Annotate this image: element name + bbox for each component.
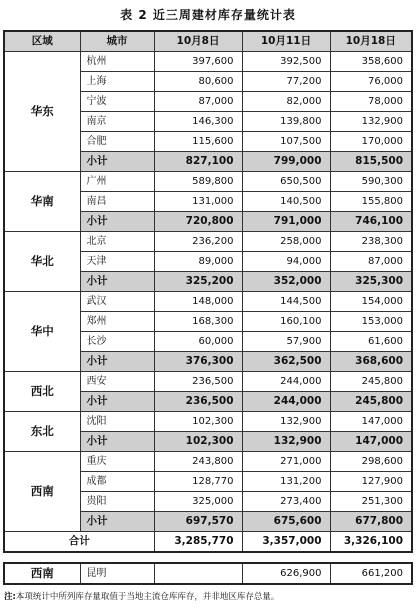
value-cell: 76,000 [330,72,412,92]
value-cell: 87,000 [154,92,242,112]
value-cell: 397,600 [154,52,242,72]
value-cell: 115,600 [154,132,242,152]
subtotal-value: 697,570 [154,512,242,532]
table-row [4,452,412,472]
total-label: 合计 [4,532,154,553]
value-cell: 392,500 [242,52,330,72]
table-body [4,52,412,553]
subtotal-value: 236,500 [154,392,242,412]
value-cell: 245,800 [330,372,412,392]
footnote-label: 注: [4,592,16,602]
value-cell: 144,500 [242,292,330,312]
region-cell: 西南 [4,452,80,532]
subtotal-label: 小计 [80,392,154,412]
value-cell: 60,000 [154,332,242,352]
value-cell: 131,000 [154,192,242,212]
subtotal-value: 677,800 [330,512,412,532]
value-cell: 258,000 [242,232,330,252]
extra-row [4,563,412,584]
value-cell: 131,200 [242,472,330,492]
city-cell: 上海 [80,72,154,92]
subtotal-value: 147,000 [330,432,412,452]
region-cell: 东北 [4,412,80,452]
subtotal-value: 675,600 [242,512,330,532]
value-cell: 153,000 [330,312,412,332]
city-cell: 天津 [80,252,154,272]
value-cell: 82,000 [242,92,330,112]
city-cell: 合肥 [80,132,154,152]
city-cell: 沈阳 [80,412,154,432]
total-value: 3,326,100 [330,532,412,553]
extra-value-2: 626,900 [242,563,330,584]
value-cell: 94,000 [242,252,330,272]
value-cell: 243,800 [154,452,242,472]
subtotal-value: 102,300 [154,432,242,452]
value-cell: 155,800 [330,192,412,212]
value-cell: 132,900 [242,412,330,432]
header-date-2: 10月11日 [242,31,330,52]
value-cell: 590,300 [330,172,412,192]
extra-table [3,562,413,585]
subtotal-label: 小计 [80,512,154,532]
value-cell: 273,400 [242,492,330,512]
subtotal-value: 815,500 [330,152,412,172]
table-row [4,412,412,432]
value-cell: 132,900 [330,112,412,132]
subtotal-value: 245,800 [330,392,412,412]
subtotal-value: 791,000 [242,212,330,232]
table-row [4,232,412,252]
city-cell: 贵阳 [80,492,154,512]
value-cell: 102,300 [154,412,242,432]
city-cell: 广州 [80,172,154,192]
value-cell: 78,000 [330,92,412,112]
extra-city: 昆明 [80,563,154,584]
header-date-1: 10月8日 [154,31,242,52]
city-cell: 重庆 [80,452,154,472]
value-cell: 168,300 [154,312,242,332]
city-cell: 武汉 [80,292,154,312]
value-cell: 139,800 [242,112,330,132]
region-cell: 华北 [4,232,80,292]
total-value: 3,285,770 [154,532,242,553]
header-date-3: 10月18日 [330,31,412,52]
subtotal-value: 244,000 [242,392,330,412]
extra-value-3: 661,200 [330,563,412,584]
value-cell: 325,000 [154,492,242,512]
value-cell: 89,000 [154,252,242,272]
table-title: 表 2 近三周建材库存量统计表 [120,8,296,22]
value-cell: 236,500 [154,372,242,392]
city-cell: 成都 [80,472,154,492]
value-cell: 271,000 [242,452,330,472]
city-cell: 长沙 [80,332,154,352]
value-cell: 147,000 [330,412,412,432]
value-cell: 107,500 [242,132,330,152]
region-cell: 华南 [4,172,80,232]
subtotal-value: 352,000 [242,272,330,292]
subtotal-label: 小计 [80,272,154,292]
region-cell: 华东 [4,52,80,172]
city-cell: 宁波 [80,92,154,112]
city-cell: 南京 [80,112,154,132]
header-city: 城市 [80,31,154,52]
value-cell: 244,000 [242,372,330,392]
value-cell: 236,200 [154,232,242,252]
value-cell: 77,200 [242,72,330,92]
region-cell: 西北 [4,372,80,412]
subtotal-value: 376,300 [154,352,242,372]
value-cell: 160,100 [242,312,330,332]
total-row [4,532,412,553]
value-cell: 358,600 [330,52,412,72]
table-row [4,292,412,312]
value-cell: 298,600 [330,452,412,472]
subtotal-value: 799,000 [242,152,330,172]
subtotal-value: 325,200 [154,272,242,292]
header-region: 区域 [4,31,80,52]
subtotal-value: 132,900 [242,432,330,452]
value-cell: 238,300 [330,232,412,252]
extra-region: 西南 [4,563,80,584]
value-cell: 87,000 [330,252,412,272]
value-cell: 128,770 [154,472,242,492]
table-row [4,372,412,392]
city-cell: 西安 [80,372,154,392]
footnote [4,590,279,602]
value-cell: 251,300 [330,492,412,512]
subtotal-value: 325,300 [330,272,412,292]
extra-value-1 [154,563,242,584]
subtotal-label: 小计 [80,432,154,452]
value-cell: 146,300 [154,112,242,132]
value-cell: 61,600 [330,332,412,352]
city-cell: 北京 [80,232,154,252]
value-cell: 127,900 [330,472,412,492]
city-cell: 杭州 [80,52,154,72]
table-row [4,172,412,192]
inventory-table [3,30,413,553]
header-row [4,31,412,52]
value-cell: 148,000 [154,292,242,312]
footnote-text: 本项统计中所列库存量取值于当地主流仓库库存，并非地区库存总量。 [15,592,280,602]
value-cell: 80,600 [154,72,242,92]
value-cell: 650,500 [242,172,330,192]
value-cell: 140,500 [242,192,330,212]
subtotal-value: 827,100 [154,152,242,172]
value-cell: 170,000 [330,132,412,152]
table-row [4,52,412,72]
subtotal-value: 746,100 [330,212,412,232]
subtotal-value: 720,800 [154,212,242,232]
subtotal-label: 小计 [80,212,154,232]
region-cell: 华中 [4,292,80,372]
subtotal-value: 368,600 [330,352,412,372]
value-cell: 57,900 [242,332,330,352]
city-cell: 南昌 [80,192,154,212]
subtotal-label: 小计 [80,152,154,172]
city-cell: 郑州 [80,312,154,332]
subtotal-value: 362,500 [242,352,330,372]
subtotal-label: 小计 [80,352,154,372]
value-cell: 589,800 [154,172,242,192]
value-cell: 154,000 [330,292,412,312]
total-value: 3,357,000 [242,532,330,553]
